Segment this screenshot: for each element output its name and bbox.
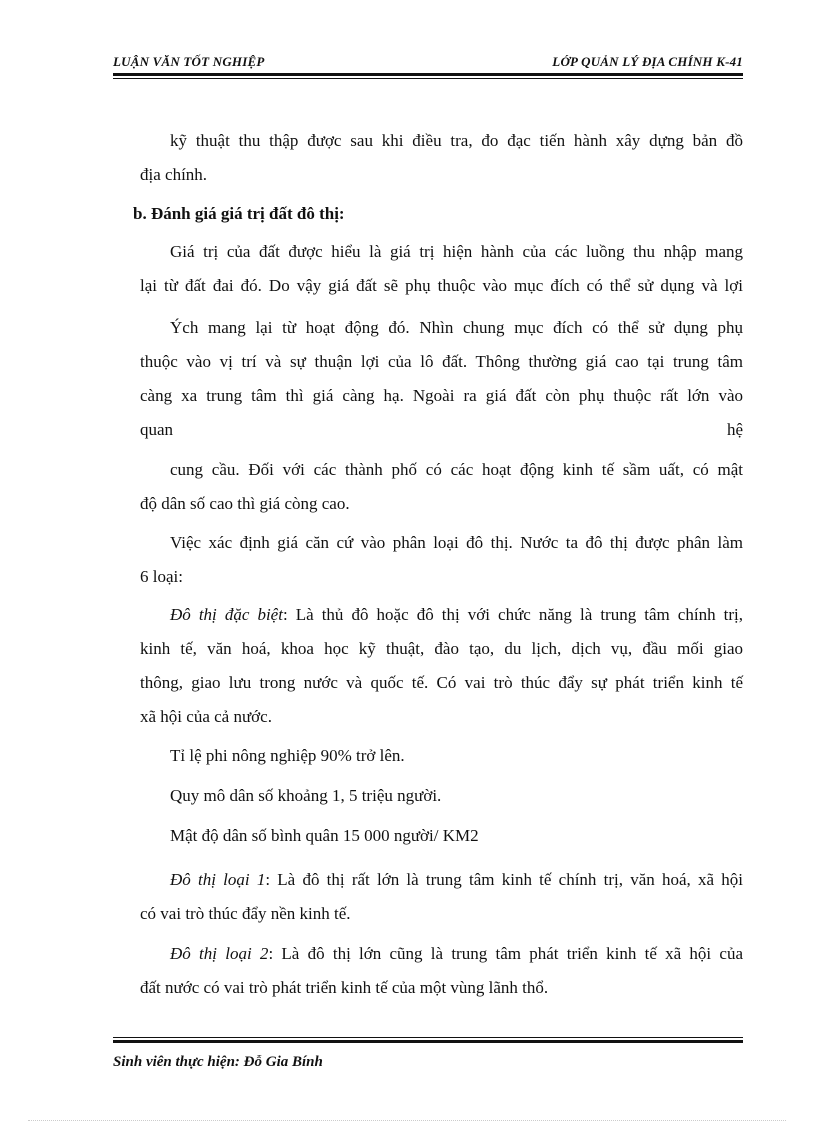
term-definition: : Là thủ đô hoặc đô thị với chức năng là trung tâm chính trị, [282,605,743,624]
paragraph-line: càng xa trung tâm thì giá càng hạ. Ngoài ra giá đất còn phụ thuộc rất lớn vào [140,386,743,405]
paragraph-line: Tỉ lệ phi nông nghiệp 90% trở lên. [170,746,405,765]
paragraph-line: địa chính. [140,165,208,184]
term-definition: : Là đô thị rất lớn là trung tâm kinh tế chính trị, văn hoá, xã hội [265,870,743,889]
paragraph-line: kinh tế, văn hoá, khoa học kỹ thuật, đào tạo, du lịch, dịch vụ, đầu mối giao [140,639,743,658]
word-he: hệ [726,420,743,439]
header-left-title: LUẬN VĂN TỐT NGHIỆP [113,54,265,69]
paragraph-line: thuộc vào vị trí và sự thuận lợi của lô đất. Thông thường giá cao tại trung tâm [140,352,743,371]
paragraph-line [140,418,743,442]
paragraph-line: xã hội của cả nước. [140,707,272,726]
paragraph-line [140,603,743,627]
paragraph-line: đất nước có vai trò phát triển kinh tế của một vùng lãnh thổ. [140,978,549,997]
footer-rule-thick [113,1040,743,1043]
paragraph-line: 6 loại: [140,567,183,586]
term-definition: : Là đô thị lớn cũng là trung tâm phát triển kinh tế xã hội của [268,944,744,963]
paragraph-line: Mật độ dân số bình quân 15 000 người/ KM2 [170,826,479,845]
page-header [113,50,743,72]
term-do-thi-loai-1: Đô thị loại 1 [170,870,266,889]
paragraph-line [140,942,743,966]
paragraph-line: Giá trị của đất được hiểu là giá trị hiện hành của các luồng thu nhập mang [170,242,743,261]
paragraph-line: lại từ đất đai đó. Do vậy giá đất sẽ phụ thuộc vào mục đích có thể sử dụng và lợi [140,276,743,295]
page-bottom-dotted-line [28,1120,786,1121]
header-rule-thick [113,73,743,76]
footer-author: Sinh viên thực hiện: Đỗ Gia Bính [113,1054,323,1070]
header-right-title: LỚP QUẢN LÝ ĐỊA CHÍNH K-41 [552,54,743,69]
term-do-thi-dac-biet: Đô thị đặc biệt [170,605,283,624]
paragraph-line: kỹ thuật thu thập được sau khi điều tra, đo đạc tiến hành xây dựng bản đồ [170,131,743,150]
paragraph-line: cung cầu. Đối với các thành phố có các hoạt động kinh tế sầm uất, có mật [170,460,743,479]
header-rule-thin [113,78,743,79]
word-quan: quan [140,420,174,439]
term-do-thi-loai-2: Đô thị loại 2 [170,944,269,963]
paragraph-line: độ dân số cao thì giá còng cao. [140,494,350,513]
paragraph-line: thông, giao lưu trong nước và quốc tế. Có vai trò thúc đẩy sự phát triển kinh tế [140,673,743,692]
paragraph-line: Việc xác định giá căn cứ vào phân loại đô thị. Nước ta đô thị được phân làm [170,533,743,552]
footer-rule-thin [113,1037,743,1038]
paragraph-line [140,868,743,892]
section-heading: b. Đánh giá giá trị đất đô thị: [133,204,345,223]
paragraph-line: Quy mô dân số khoảng 1, 5 triệu người. [170,786,442,805]
paragraph-line: có vai trò thúc đẩy nền kinh tế. [140,904,351,923]
paragraph-line: Ých mang lại từ hoạt động đó. Nhìn chung mục đích có thể sử dụng phụ [170,318,743,337]
